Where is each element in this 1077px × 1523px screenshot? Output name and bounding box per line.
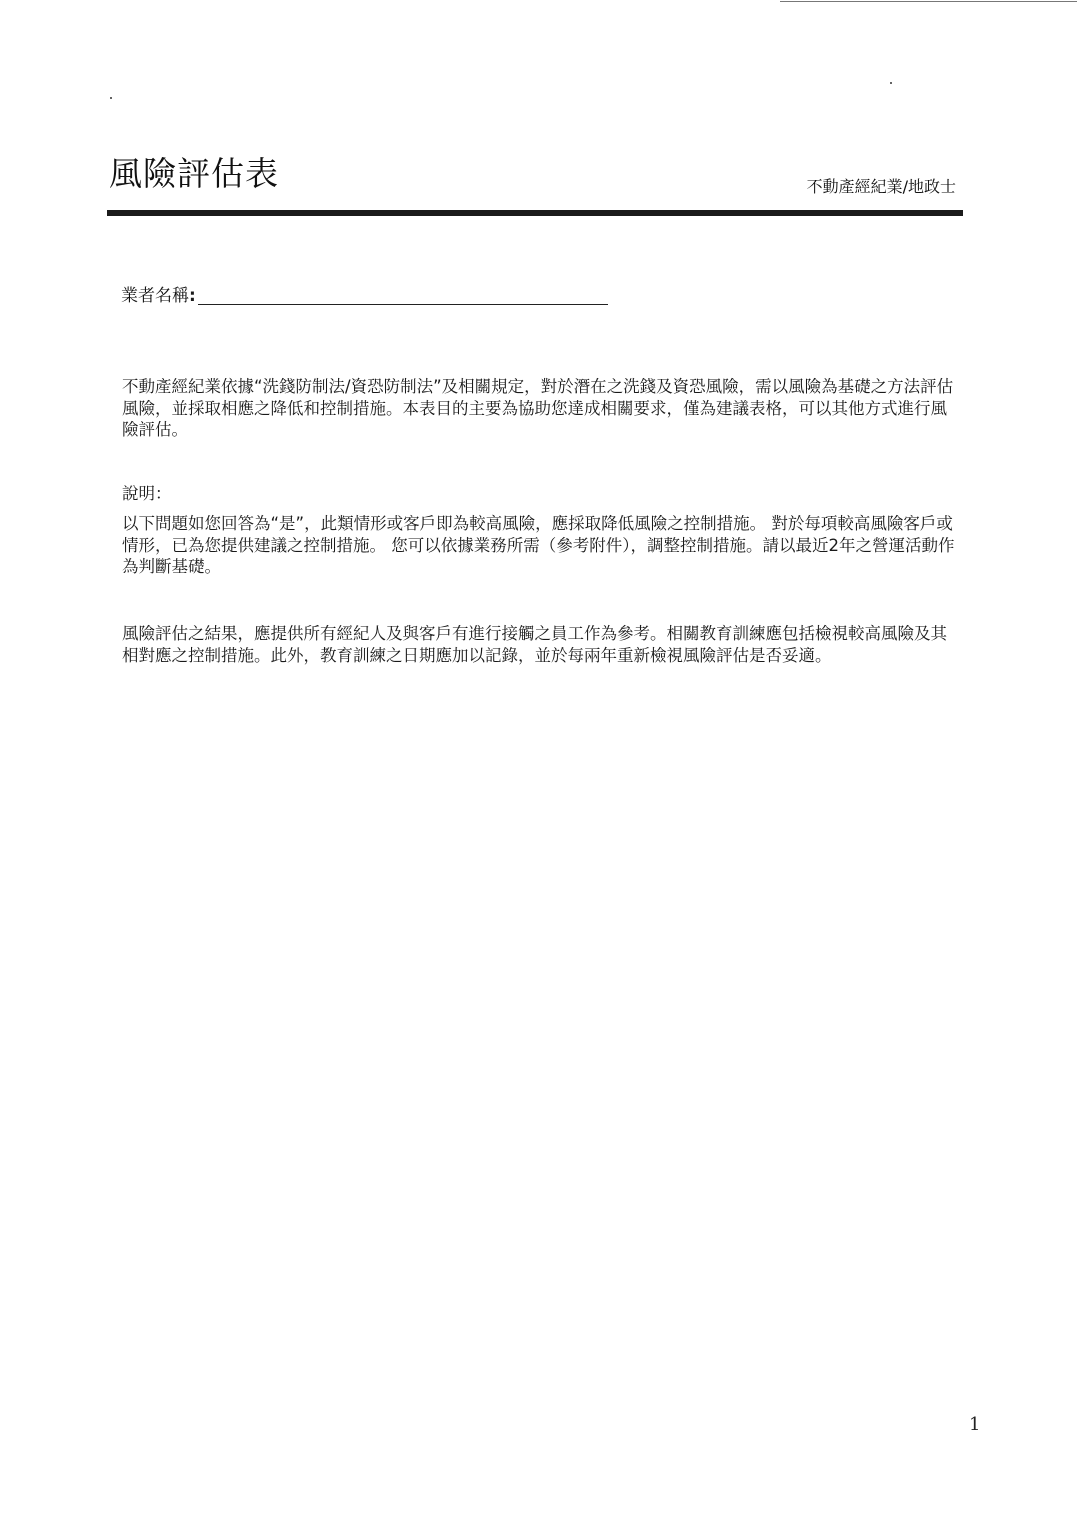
company-name-colon: : [189,286,196,306]
explanation-paragraph: 以下問題如您回答為“是”，此類情形或客戶即為較高風險，應採取降低風險之控制措施。 對於每項較高風險客戶或情形，已為您提供建議之控制措施。 您可以依據業務所需（參考附件），調整控制措施。請以最近2年之營運活動作為判斷基礎。 [122,514,955,576]
result-paragraph: 風險評估之結果，應提供所有經紀人及與客戶有進行接觸之員工作為參考。相關教育訓練應包括檢視較高風險及其相對應之控制措施。此外，教育訓練之日期應加以記錄，並於每兩年重新檢視風險評估是否妥適。 [122,624,947,665]
scan-edge-line [780,1,1077,2]
scan-speck [110,97,112,99]
company-name-row [121,284,608,308]
company-name-label: 業者名稱 [121,286,189,306]
explanation-label: 說明： [122,484,172,503]
intro-paragraph: 不動產經紀業依據“洗錢防制法/資恐防制法”及相關規定，對於潛在之洗錢及資恐風險，需以風險為基礎之方法評估風險，並採取相應之降低和控制措施。本表目的主要為協助您達成相關要求，僅為建議表格，可以其他方式進行風險評估。 [122,377,954,439]
page-number: 1 [969,1414,981,1435]
scan-speck [890,82,892,84]
header-divider [107,210,963,216]
page-subtitle: 不動產經紀業/地政士 [806,177,956,196]
company-name-field[interactable] [198,304,608,305]
page-title: 風險評估表 [109,154,279,193]
